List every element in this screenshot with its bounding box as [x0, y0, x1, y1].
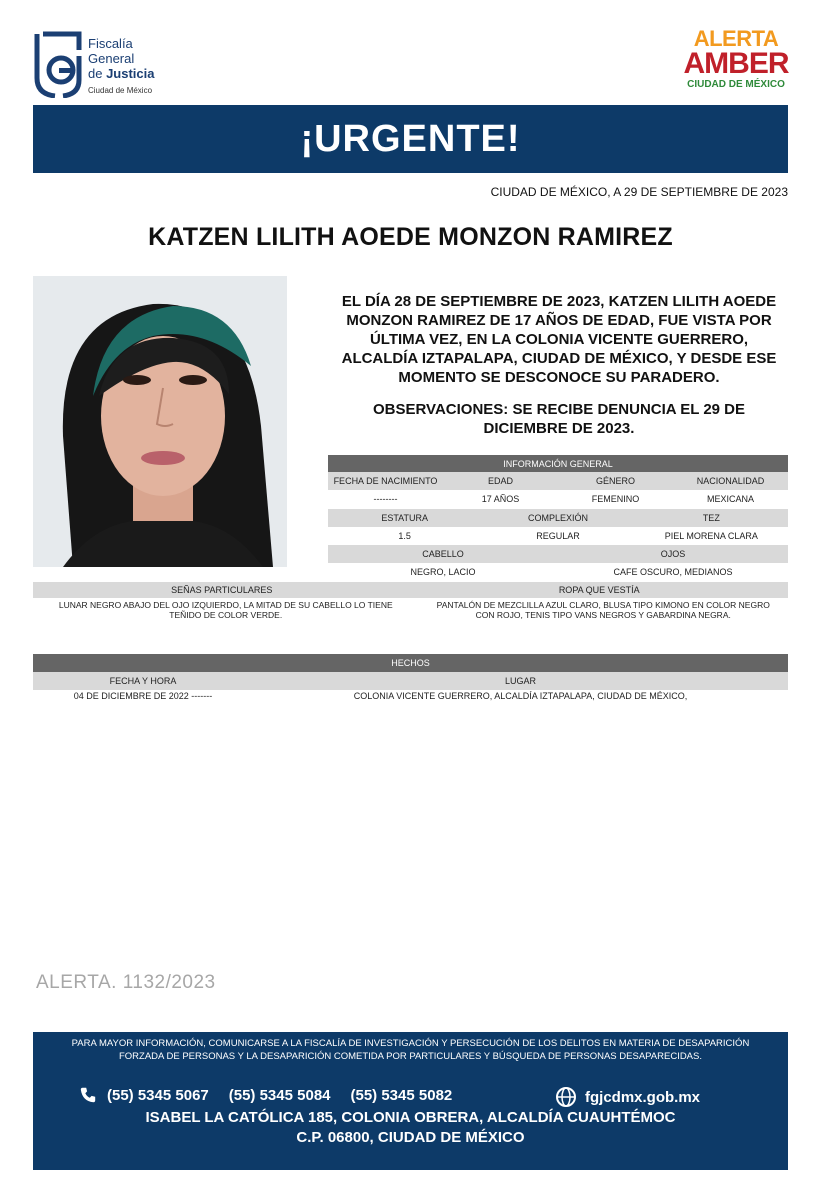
- value-lugar: COLONIA VICENTE GUERRERO, ALCALDÍA IZTAPALAPA, CIUDAD DE MÉXICO,: [353, 691, 688, 701]
- hechos-labels: [33, 672, 788, 690]
- label-senas: SEÑAS PARTICULARES: [171, 585, 273, 595]
- value-estatura: 1.5: [398, 531, 411, 541]
- info-general-header: INFORMACIÓN GENERAL: [328, 455, 788, 472]
- label-ropa: ROPA QUE VESTÍA: [558, 585, 640, 595]
- footer-info-text: PARA MAYOR INFORMACIÓN, COMUNICARSE A LA FISCALÍA DE INVESTIGACIÓN Y PERSECUCIÓN DE LOS DELITOS EN MATERIA DE DESAPARICIÓN FORZADA DE PERSONAS Y LA DESAPARICIÓN COMETIDA POR PARTICULARES Y BÚSQUEDA DE PERSONAS DESAPARECIDAS.: [71, 1038, 750, 1062]
- fgj-logo-text: [88, 36, 155, 97]
- label-tez: TEZ: [702, 513, 720, 523]
- amber-line2: AMBER: [683, 47, 789, 80]
- footer-panel: [33, 1032, 788, 1170]
- label-fecha-nacimiento: FECHA DE NACIMIENTO: [333, 476, 438, 486]
- senas-ropa-labels: [33, 582, 788, 598]
- label-edad: EDAD: [487, 476, 513, 486]
- phone-3[interactable]: (55) 5345 5082: [350, 1086, 453, 1104]
- value-senas: LUNAR NEGRO ABAJO DEL OJO IZQUIERDO, LA MITAD DE SU CABELLO LO TIENE TEÑIDO DE COLOR VERDE.: [58, 600, 393, 620]
- hechos-values: [33, 690, 788, 702]
- globe-icon: [555, 1086, 577, 1108]
- label-genero: GÉNERO: [595, 476, 635, 486]
- info-row1-labels: [328, 472, 788, 490]
- website-link[interactable]: fgjcdmx.gob.mx: [585, 1088, 701, 1106]
- fgj-line3-bold: Justicia: [106, 66, 155, 81]
- value-cabello: NEGRO, LACIO: [410, 567, 476, 577]
- phone-icon: [79, 1086, 97, 1104]
- label-fecha-hora: FECHA Y HORA: [109, 676, 177, 686]
- phone-numbers: [79, 1086, 472, 1104]
- website: [555, 1086, 700, 1108]
- hechos-header: HECHOS: [33, 654, 788, 672]
- fgj-emblem-icon: [33, 30, 85, 98]
- amber-line3: CIUDAD DE MÉXICO: [687, 79, 785, 90]
- fgj-line3: [88, 66, 155, 81]
- label-complexion: COMPLEXIÓN: [527, 513, 588, 523]
- label-lugar: LUGAR: [504, 676, 536, 686]
- address-line1: ISABEL LA CATÓLICA 185, COLONIA OBRERA, ALCALDÍA CUAUHTÉMOC: [145, 1109, 676, 1126]
- date-line: CIUDAD DE MÉXICO, A 29 DE SEPTIEMBRE DE 2023: [490, 185, 788, 199]
- observations-text: OBSERVACIONES: SE RECIBE DENUNCIA EL 29 DE DICIEMBRE DE 2023.: [372, 401, 746, 437]
- value-nacionalidad: MEXICANA: [706, 494, 754, 504]
- fgj-line3-prefix: de: [88, 66, 107, 81]
- urgent-banner: ¡URGENTE!: [33, 105, 788, 173]
- phone-2[interactable]: (55) 5345 5084: [228, 1086, 331, 1104]
- info-row2-values: [328, 527, 788, 545]
- value-edad: 17 AÑOS: [481, 494, 520, 504]
- alert-number: ALERTA. 1132/2023: [36, 972, 216, 993]
- description-text: EL DÍA 28 DE SEPTIEMBRE DE 2023, KATZEN LILITH AOEDE MONZON RAMIREZ DE 17 AÑOS DE EDAD, FUE VISTA POR ÚLTIMA VEZ, EN LA COLONIA VICENTE GUERRERO, ALCALDÍA IZTAPALAPA, CIUDAD DE MÉXICO, Y DESDE ESE MOMENTO SE DESCONOCE SU PARADERO.: [341, 293, 777, 386]
- label-cabello: CABELLO: [422, 549, 464, 559]
- info-row2-labels: [328, 509, 788, 527]
- info-row3-values: [328, 563, 788, 581]
- label-estatura: ESTATURA: [381, 513, 428, 523]
- address-line2: C.P. 06800, CIUDAD DE MÉXICO: [296, 1129, 525, 1146]
- portrait-image: [33, 276, 287, 567]
- phone-1[interactable]: (55) 5345 5067: [107, 1086, 209, 1104]
- value-tez: PIEL MORENA CLARA: [664, 531, 758, 541]
- label-nacionalidad: NACIONALIDAD: [696, 476, 765, 486]
- fgj-line1: Fiscalía: [88, 36, 133, 51]
- info-row1-values: [328, 490, 788, 508]
- value-ropa: PANTALÓN DE MEZCLILLA AZUL CLARO, BLUSA TIPO KIMONO EN COLOR NEGRO CON ROJO, TENIS TIPO VANS NEGROS Y GABARDINA NEGRA.: [436, 600, 770, 620]
- fgj-line4: Ciudad de México: [88, 86, 153, 95]
- info-row3-labels: [328, 545, 788, 563]
- value-fecha-hora: 04 DE DICIEMBRE DE 2022 -------: [73, 691, 213, 701]
- label-ojos: OJOS: [660, 549, 686, 559]
- senas-ropa-values: [33, 600, 788, 624]
- person-name: KATZEN LILITH AOEDE MONZON RAMIREZ: [148, 223, 673, 251]
- address: [33, 1108, 788, 1148]
- person-photo: [33, 276, 287, 567]
- value-ojos: CAFE OSCURO, MEDIANOS: [613, 567, 733, 577]
- value-complexion: REGULAR: [536, 531, 580, 541]
- value-genero: FEMENINO: [591, 494, 640, 504]
- value-fecha-nacimiento: --------: [373, 494, 398, 504]
- alerta-amber-logo: [682, 28, 790, 102]
- amber-line1: ALERTA: [693, 26, 779, 51]
- fgj-line2: General: [88, 51, 135, 66]
